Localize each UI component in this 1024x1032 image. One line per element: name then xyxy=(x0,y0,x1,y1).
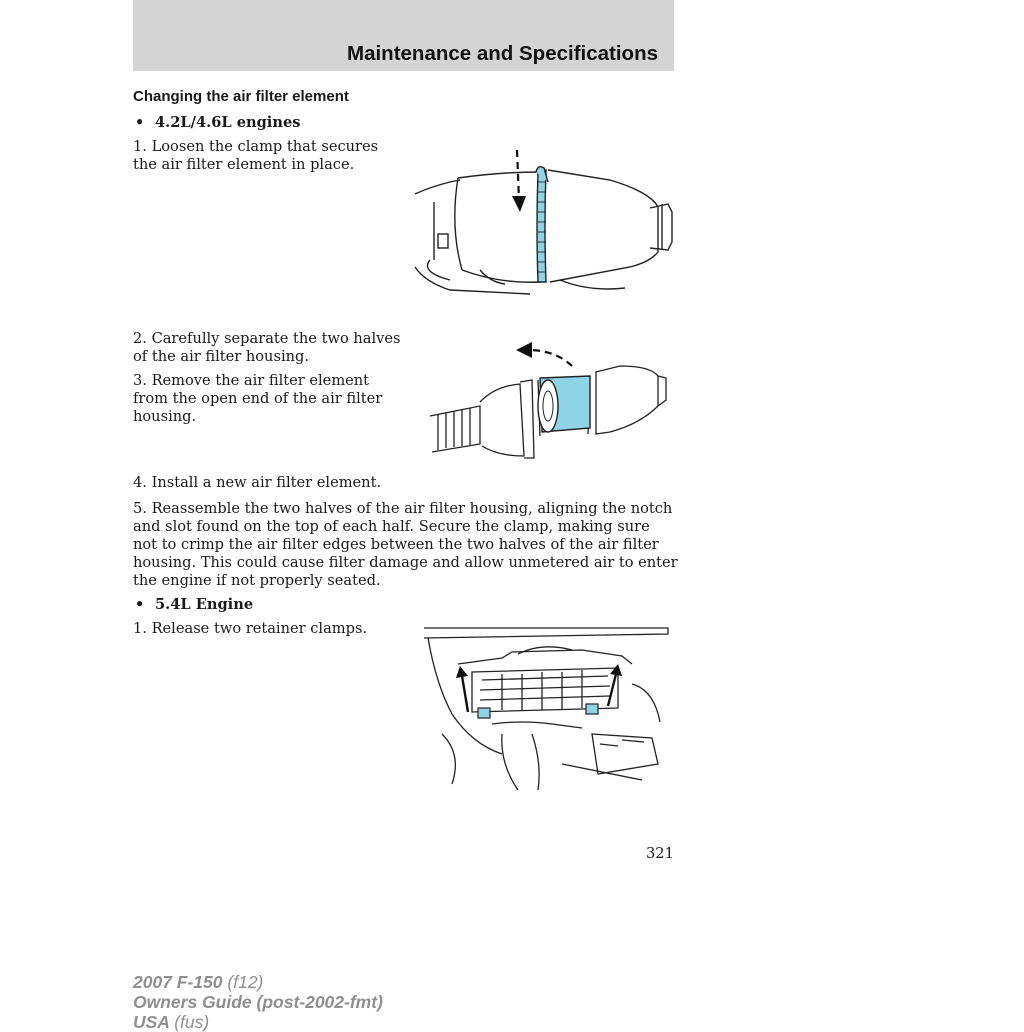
retainer-clamp-left xyxy=(478,708,490,718)
step-2-line-2: of the air filter housing. xyxy=(133,348,309,365)
footer xyxy=(133,972,383,1032)
footer-line-2: Owners Guide (post-2002-fmt) xyxy=(133,992,383,1012)
step-3-line-3: housing. xyxy=(133,408,197,425)
footer-line-3: USA (fus) xyxy=(133,1012,210,1032)
arrow-back-dashed xyxy=(528,350,572,366)
bullet-engine-b: • 5.4L Engine xyxy=(135,596,254,613)
header-band xyxy=(133,0,674,71)
step-1-line-2: the air filter element in place. xyxy=(133,156,355,173)
figure-retainer-clamps xyxy=(422,624,672,794)
bullet-dot: • xyxy=(135,114,145,131)
filter-element-end xyxy=(538,380,558,432)
figure-loosen-clamp xyxy=(410,142,674,300)
retainer-clamp-right xyxy=(586,704,598,714)
step-1-retainer: 1. Release two retainer clamps. xyxy=(133,620,368,637)
step-3-line-1: 3. Remove the air filter element xyxy=(133,372,370,389)
step-5-line-1: 5. Reassemble the two halves of the air filter housing, aligning the notch xyxy=(133,500,673,517)
section-heading: Changing the air filter element xyxy=(133,88,349,105)
figure-separate-housing xyxy=(420,336,674,460)
step-4: 4. Install a new air filter element. xyxy=(133,474,382,491)
step-5-line-3: not to crimp the air filter edges between the two halves of the air filter xyxy=(133,536,659,553)
step-3-line-2: from the open end of the air filter xyxy=(133,390,383,407)
step-5-line-4: housing. This could cause filter damage and allow unmetered air to enter xyxy=(133,554,678,571)
arrow-back-head xyxy=(516,342,532,358)
footer-line-1: 2007 F-150 (f12) xyxy=(133,972,264,992)
bullet-dot: • xyxy=(135,596,145,613)
clamp-highlight xyxy=(537,170,546,282)
page-section-title: Maintenance and Specifications xyxy=(347,42,658,65)
arrow-up-left xyxy=(462,676,468,712)
step-1-line-1: 1. Loosen the clamp that secures xyxy=(133,138,379,155)
page-number: 321 xyxy=(646,845,674,862)
bullet-engine-a: • 4.2L/4.6L engines xyxy=(135,114,301,131)
step-2-line-1: 2. Carefully separate the two halves xyxy=(133,330,401,347)
step-5-line-2: and slot found on the top of each half. Secure the clamp, making sure xyxy=(133,518,650,535)
arrow-up-right xyxy=(608,674,616,706)
arrow-down-dashed xyxy=(517,150,519,200)
arrow-down-head xyxy=(512,196,526,212)
step-5-line-5: the engine if not properly seated. xyxy=(133,572,381,589)
